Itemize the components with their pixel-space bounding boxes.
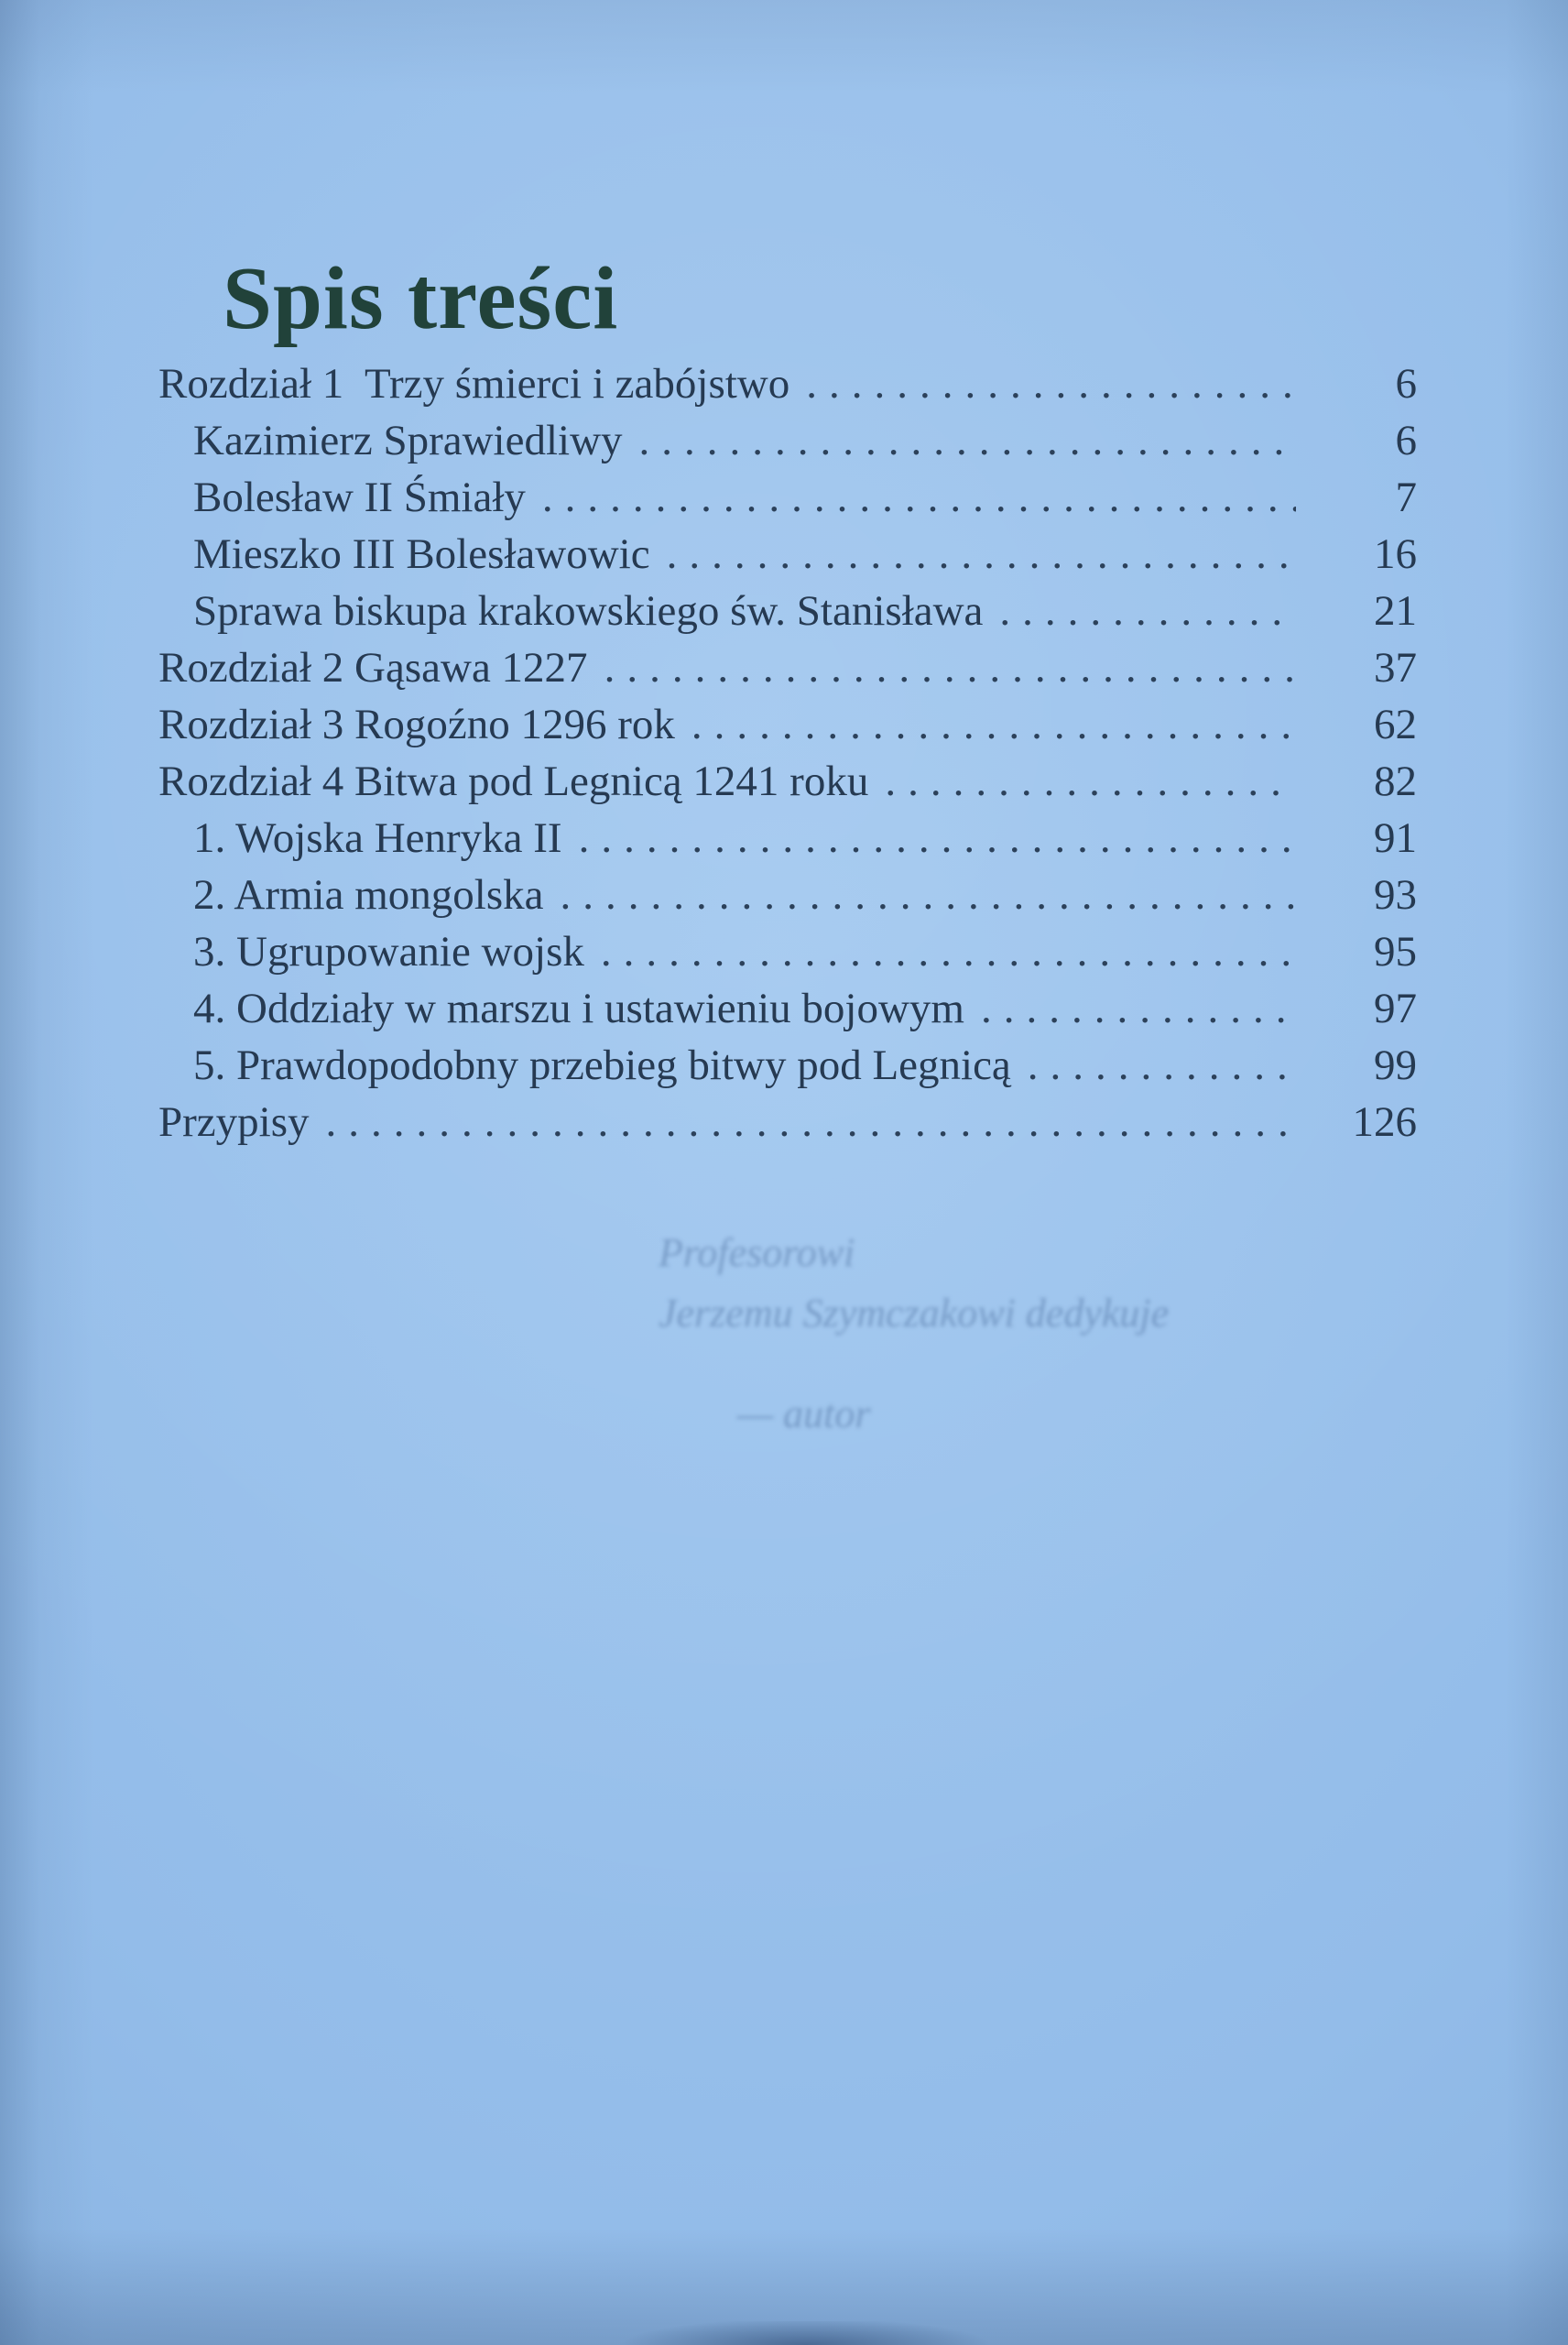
page-number: 62 <box>1374 701 1417 748</box>
toc-entry-label: Rozdział 2 Gąsawa 1227 <box>158 644 588 692</box>
page-number: 7 <box>1395 474 1417 521</box>
toc-entry-label: Przypisy <box>158 1098 310 1146</box>
dot-leader <box>579 810 1296 867</box>
toc-entry <box>158 639 1417 696</box>
toc-entry-label: Bolesław II Śmiały <box>193 474 526 521</box>
page-number: 6 <box>1395 360 1417 408</box>
toc-entry-label: Kazimierz Sprawiedliwy <box>193 417 623 464</box>
page-number: 93 <box>1374 871 1417 919</box>
page-number: 126 <box>1352 1098 1417 1146</box>
photo-bottom-edge-shadow <box>586 2321 1026 2345</box>
page-number: 37 <box>1374 644 1417 692</box>
toc-entry <box>158 526 1417 583</box>
table-of-contents <box>158 355 1417 1151</box>
dot-leader <box>667 526 1296 583</box>
toc-entry-label: Rozdział 1 Trzy śmierci i zabójstwo <box>158 360 790 408</box>
dot-leader <box>326 1094 1297 1151</box>
toc-entry <box>158 583 1417 639</box>
page-title: Spis treści <box>223 248 619 347</box>
toc-entry-label: 1. Wojska Henryka II <box>193 814 562 862</box>
toc-entry <box>158 753 1417 810</box>
toc-entry-label: Rozdział 4 Bitwa pod Legnicą 1241 roku <box>158 758 869 805</box>
dot-leader <box>542 469 1296 526</box>
dot-leader <box>601 923 1296 980</box>
page-number: 91 <box>1374 814 1417 862</box>
toc-entry <box>158 923 1417 980</box>
toc-entry-label: 4. Oddziały w marszu i ustawieniu bojowym <box>193 985 964 1032</box>
toc-entry <box>158 1094 1417 1151</box>
toc-entry <box>158 355 1417 412</box>
dot-leader <box>604 639 1296 696</box>
toc-entry <box>158 412 1417 469</box>
toc-entry <box>158 696 1417 753</box>
dot-leader <box>806 355 1296 412</box>
bleed-through-line: Profesorowi <box>659 1230 855 1275</box>
page-number: 16 <box>1374 530 1417 578</box>
page-number: 6 <box>1395 417 1417 464</box>
bleed-through-line: — autor <box>737 1391 871 1436</box>
toc-entry-label: Rozdział 3 Rogoźno 1296 rok <box>158 701 675 748</box>
toc-entry <box>158 1037 1417 1094</box>
dot-leader <box>1028 1037 1296 1094</box>
dot-leader <box>981 980 1296 1037</box>
dot-leader <box>561 867 1297 923</box>
page-number: 21 <box>1374 587 1417 635</box>
toc-entry-label: 3. Ugrupowanie wojsk <box>193 928 584 976</box>
toc-entry-label: Sprawa biskupa krakowskiego św. Stanisława <box>193 587 984 635</box>
toc-entry <box>158 469 1417 526</box>
toc-entry-label: 5. Prawdopodobny przebieg bitwy pod Legnicą <box>193 1042 1011 1089</box>
bleed-through-line: Jerzemu Szymczakowi dedykuje <box>659 1291 1170 1336</box>
page-number: 97 <box>1374 985 1417 1032</box>
page-number: 99 <box>1374 1042 1417 1089</box>
dot-leader <box>885 753 1296 810</box>
dot-leader <box>639 412 1296 469</box>
bleed-through-dedication <box>659 1223 1169 1445</box>
toc-entry-label: Mieszko III Bolesławowic <box>193 530 650 578</box>
dot-leader <box>999 583 1296 639</box>
toc-entry <box>158 810 1417 867</box>
toc-entry-label: 2. Armia mongolska <box>193 871 544 919</box>
dot-leader <box>691 696 1296 753</box>
page-number: 95 <box>1374 928 1417 976</box>
toc-entry <box>158 980 1417 1037</box>
toc-entry <box>158 867 1417 923</box>
page-number: 82 <box>1374 758 1417 805</box>
